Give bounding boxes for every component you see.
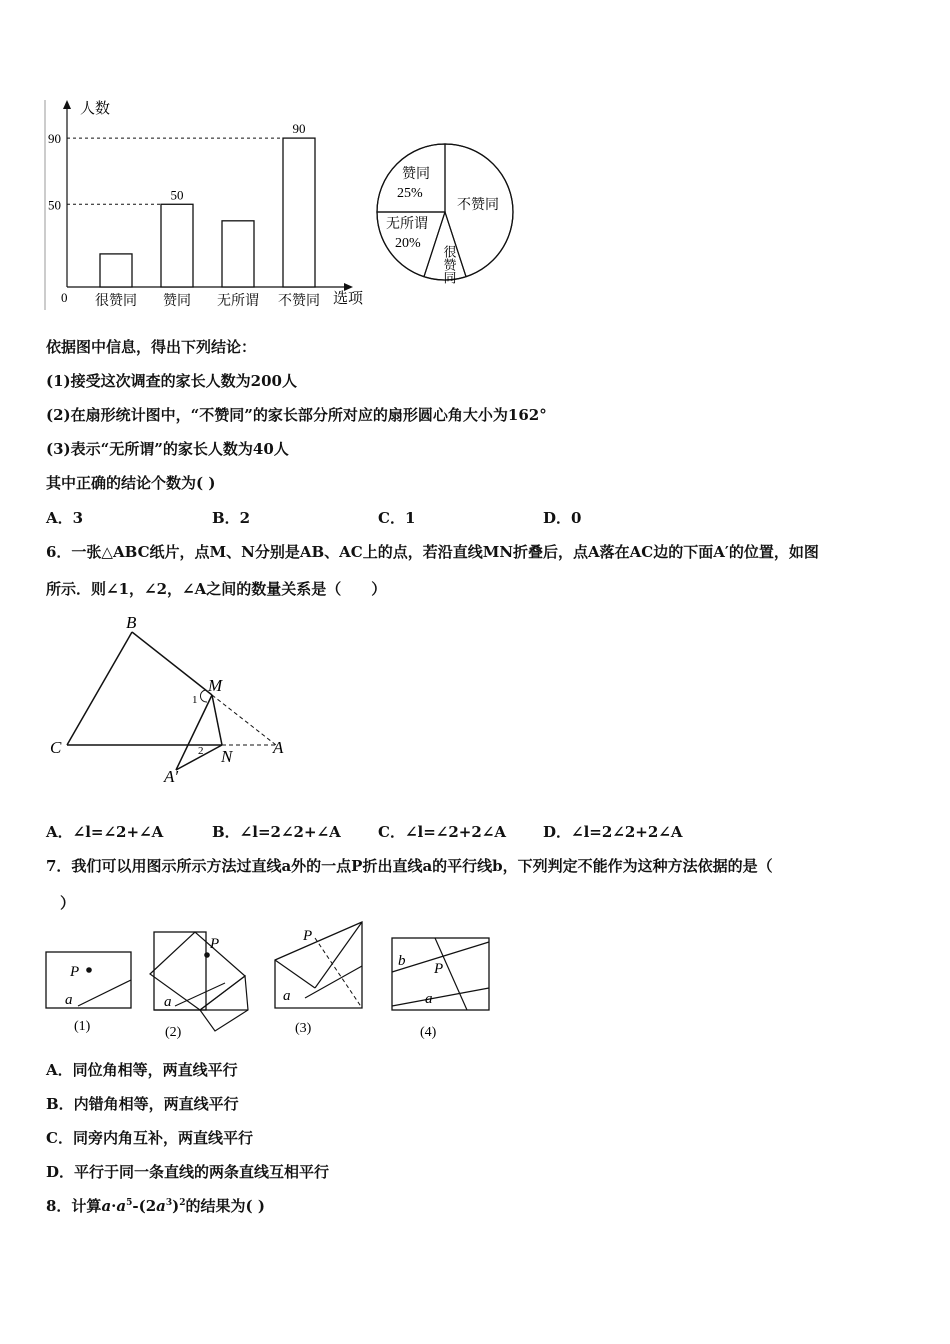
- y-tick-label-90: 90: [48, 131, 61, 147]
- fig4-caption: (4): [420, 1025, 437, 1040]
- q8-exp5: 5: [126, 1198, 133, 1208]
- bar-data-label-不赞同: 90: [292, 121, 306, 137]
- pie-percent-赞同: 25%: [397, 186, 423, 201]
- fig4-label-P: P: [434, 961, 444, 977]
- q6-stem-line2: 所示．则∠1，∠2，∠A之间的数量关系是（ ）: [46, 580, 387, 598]
- label-A: A: [273, 738, 284, 757]
- q5-option-d[interactable]: D．0: [543, 509, 582, 527]
- segment-MA-dashed: [212, 695, 276, 745]
- q8-exp2: 2: [179, 1198, 186, 1208]
- segment-BM: [132, 632, 212, 695]
- fig2-caption: (2): [165, 1025, 182, 1040]
- fig2-label-a: a: [164, 994, 172, 1010]
- label-A-prime: A′: [164, 767, 179, 786]
- q8-prefix: 8．计算: [46, 1197, 102, 1215]
- fold-figure-3: [275, 922, 362, 1036]
- q7-option-b[interactable]: B．内错角相等，两直线平行: [46, 1095, 239, 1113]
- segment-MN: [212, 695, 222, 745]
- y-axis-label: 人数: [80, 101, 111, 117]
- pie-chart: [375, 140, 525, 290]
- fold-figure-2: [150, 932, 248, 1040]
- q8-var-a: a: [101, 1197, 112, 1215]
- q6-option-c[interactable]: C．∠l=∠2+2∠A: [378, 823, 506, 841]
- bar-赞同: [161, 204, 193, 287]
- x-tick-label-无所谓: 无所谓: [217, 294, 259, 309]
- label-C: C: [50, 738, 62, 757]
- x-tick-label-很赞同: 很赞同: [95, 294, 137, 309]
- fold-figure-4: [392, 938, 489, 1040]
- point-P-dot-2: [204, 952, 210, 958]
- fig3-caption: (3): [295, 1021, 312, 1036]
- q5-option-c[interactable]: C．1: [378, 509, 416, 527]
- q8-mid: -(2: [132, 1197, 157, 1215]
- fold-figure-1: [46, 952, 131, 1034]
- label-angle-2: 2: [198, 745, 204, 757]
- fig3-label-a: a: [283, 988, 291, 1004]
- x-tick-label-不赞同: 不赞同: [278, 294, 320, 309]
- q6-triangle-figure: [40, 610, 310, 800]
- q6-option-d[interactable]: D．∠l=2∠2+2∠A: [543, 823, 683, 841]
- x-axis-arrow: [344, 283, 353, 291]
- q5-conclusion-2: (2)在扇形统计图中，“不赞同”的家长部分所对应的扇形圆心角大小为162°: [46, 406, 547, 424]
- q6-option-b[interactable]: B．∠l=2∠2+∠A: [212, 823, 341, 841]
- bar-data-label-赞同: 50: [170, 187, 184, 203]
- label-M: M: [208, 676, 223, 695]
- q7-option-a[interactable]: A．同位角相等，两直线平行: [46, 1061, 238, 1079]
- x-tick-label-赞同: 赞同: [163, 294, 191, 309]
- segment-CB: [67, 632, 132, 745]
- q8-suffix: 的结果为( ): [185, 1197, 265, 1215]
- q8-stem: [46, 1195, 265, 1216]
- q6-stem-line1: 6．一张△ABC纸片，点M、N分别是AB、AC上的点，若沿直线MN折叠后，点A落在AC边的下面A′的位置，如图: [46, 543, 819, 561]
- q5-option-a[interactable]: A．3: [46, 509, 84, 527]
- q6-option-a[interactable]: A．∠l=∠2+∠A: [46, 823, 164, 841]
- q5-question: 其中正确的结论个数为( ): [46, 474, 216, 492]
- fig1-label-P: P: [70, 964, 80, 980]
- q7-stem-line2: ）: [60, 894, 76, 912]
- bar-无所谓: [222, 221, 254, 287]
- segment-MA-prime: [176, 695, 212, 770]
- q8-exp3: 3: [165, 1198, 173, 1208]
- fig1-label-a: a: [65, 992, 73, 1008]
- fig3-label-P: P: [303, 928, 313, 944]
- q8-var-a3: a: [156, 1197, 166, 1215]
- angle-1-arc: [200, 690, 207, 702]
- label-B: B: [126, 613, 137, 632]
- q5-conclusion-3: (3)表示“无所谓”的家长人数为40人: [46, 440, 289, 458]
- q5-intro: 依据图中信息，得出下列结论：: [46, 338, 257, 356]
- x-axis-label: 选项: [333, 291, 364, 307]
- q7-option-d[interactable]: D．平行于同一条直线的两条直线互相平行: [46, 1163, 330, 1181]
- label-N: N: [221, 747, 233, 766]
- bar-chart: [40, 95, 380, 317]
- pie-label-无所谓: 无所谓: [386, 217, 428, 232]
- bar-不赞同: [283, 138, 315, 287]
- q5-conclusion-1: (1)接受这次调查的家长人数为200人: [46, 372, 297, 390]
- q7-folding-figures: [40, 918, 500, 1043]
- fig4-label-b: b: [398, 953, 406, 969]
- q7-stem-line1: 7．我们可以用图示所示方法过直线a外的一点P折出直线a的平行线b，下列判定不能作为这种方法依据的是（: [46, 857, 773, 875]
- q8-close: ): [172, 1197, 180, 1215]
- label-angle-1: 1: [192, 694, 198, 706]
- bar-很赞同: [100, 254, 132, 287]
- y-tick-label-50: 50: [48, 197, 61, 213]
- pie-label-赞同: 赞同: [402, 167, 430, 182]
- q8-var-a2: a: [116, 1197, 127, 1215]
- pie-label-很赞同: 很赞同: [441, 245, 457, 284]
- fig2-label-P: P: [210, 936, 220, 952]
- q7-option-c[interactable]: C．同旁内角互补，两直线平行: [46, 1129, 253, 1147]
- pie-percent-无所谓: 20%: [395, 236, 421, 251]
- point-P-dot: [86, 967, 92, 973]
- y-axis-arrow: [63, 100, 71, 109]
- pie-label-不赞同: 不赞同: [457, 198, 499, 213]
- q8-dot: ·: [111, 1197, 117, 1215]
- origin-label: 0: [61, 290, 68, 305]
- fig1-caption: (1): [74, 1019, 91, 1034]
- q5-option-b[interactable]: B．2: [212, 509, 251, 527]
- fig4-label-a: a: [425, 991, 433, 1007]
